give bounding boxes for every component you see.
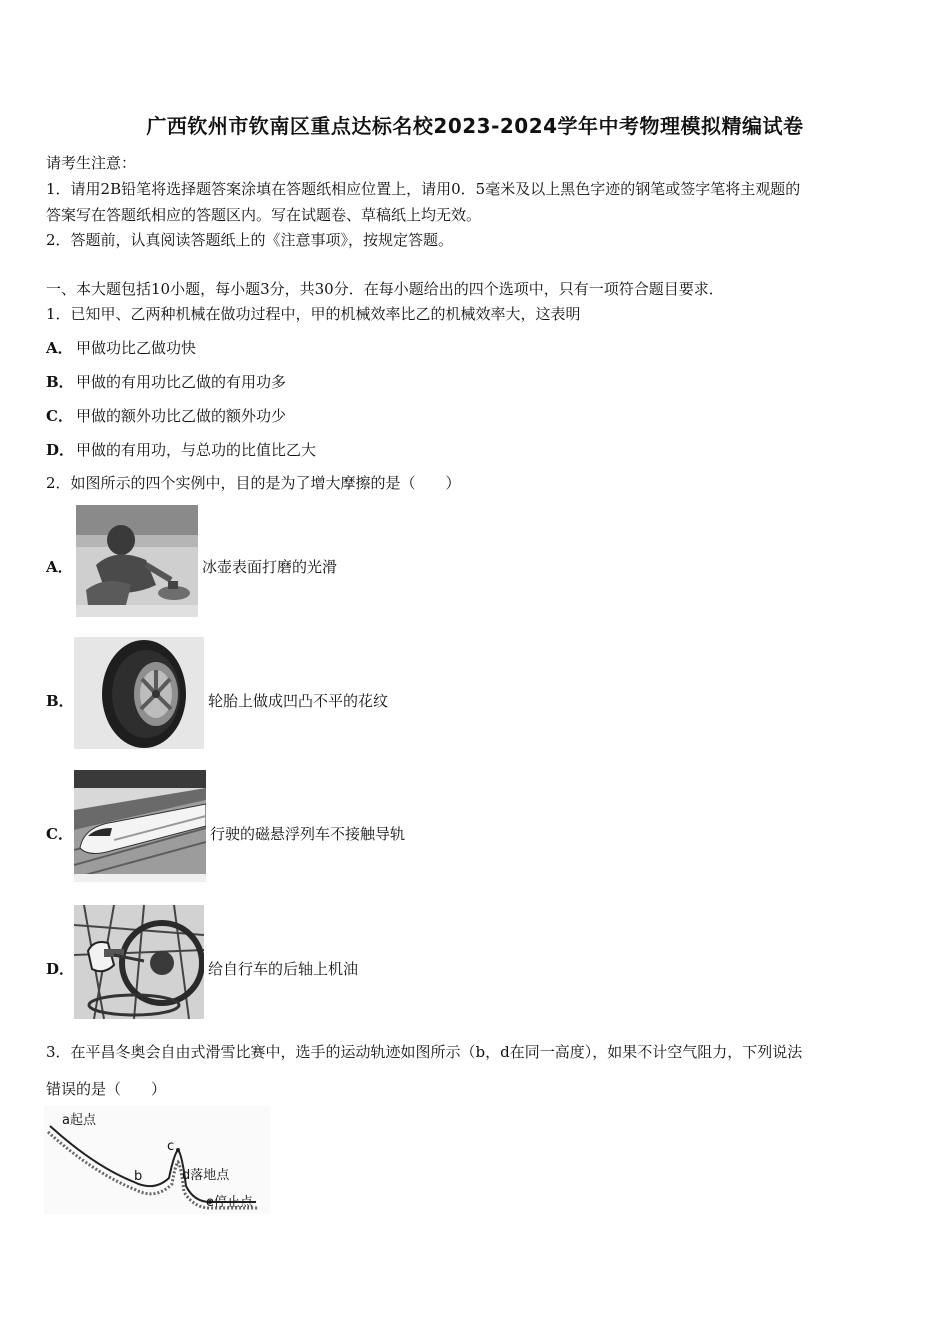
q2-option-b-text: 轮胎上做成凹凸不平的花纹 xyxy=(208,692,389,710)
section-heading: 一、本大题包括10小题，每小题3分，共30分．在每小题给出的四个选项中，只有一项符合题目要求． xyxy=(46,280,724,298)
q1-option-b-text: 甲做的有用功比乙做的有用功多 xyxy=(76,373,287,391)
curling-photo-icon xyxy=(76,505,198,617)
point-a-label: a起点 xyxy=(62,1113,96,1128)
q1-option-d-text: 甲做的有用功，与总功的比值比乙大 xyxy=(76,441,317,459)
q2-option-a-text: 冰壶表面打磨的光滑 xyxy=(202,558,338,576)
q2-option-d-text: 给自行车的后轴上机油 xyxy=(208,960,359,978)
question-3-stem-cont: 错误的是（ ） xyxy=(46,1080,167,1098)
q1-option-a-label: A． xyxy=(46,339,73,357)
ski-trajectory-figure xyxy=(44,1106,270,1214)
notice-heading: 请考生注意： xyxy=(46,154,137,172)
point-b-label: b xyxy=(134,1169,143,1184)
q1-option-c-label: C． xyxy=(46,407,73,425)
q2-option-c-label: C． xyxy=(46,825,73,843)
tire-photo-icon xyxy=(74,637,204,749)
point-c-label: c xyxy=(167,1139,175,1154)
q1-option-d-label: D． xyxy=(46,441,75,459)
q2-option-b-label: B． xyxy=(46,692,74,710)
q2-option-d-label: D． xyxy=(46,960,75,978)
q1-option-c-text: 甲做的额外功比乙做的额外功少 xyxy=(76,407,287,425)
bicycle-oil-photo-icon xyxy=(74,905,204,1019)
point-d-label: d落地点 xyxy=(182,1168,230,1183)
question-3-stem: 3．在平昌冬奥会自由式滑雪比赛中，选手的运动轨迹如图所示（b，d在同一高度），如果不计空气阻力，下列说法 xyxy=(46,1043,803,1061)
page-title: 广西钦州市钦南区重点达标名校2023-2024学年中考物理模拟精编试卷 xyxy=(146,114,804,138)
notice-item-1-cont: 答案写在答题纸相应的答题区内。写在试题卷、草稿纸上均无效。 xyxy=(46,206,482,224)
q2-option-c-text: 行驶的磁悬浮列车不接触导轨 xyxy=(210,825,406,843)
question-1-stem: 1．已知甲、乙两种机械在做功过程中，甲的机械效率比乙的机械效率大，这表明 xyxy=(46,305,581,323)
notice-item-2: 2．答题前，认真阅读答题纸上的《注意事项》，按规定答题。 xyxy=(46,231,454,249)
q1-option-a-text: 甲做功比乙做功快 xyxy=(76,339,197,357)
point-e-label: e停止点 xyxy=(206,1195,253,1210)
q1-option-b-label: B． xyxy=(46,373,74,391)
q2-option-a-label: A． xyxy=(46,558,73,576)
question-2-stem: 2．如图所示的四个实例中，目的是为了增大摩擦的是（ ） xyxy=(46,474,461,492)
notice-item-1: 1．请用2B铅笔将选择题答案涂填在答题纸相应位置上，请用0．5毫米及以上黑色字迹的钢笔或签字笔将主观题的 xyxy=(46,180,801,198)
maglev-train-photo-icon xyxy=(74,770,206,882)
